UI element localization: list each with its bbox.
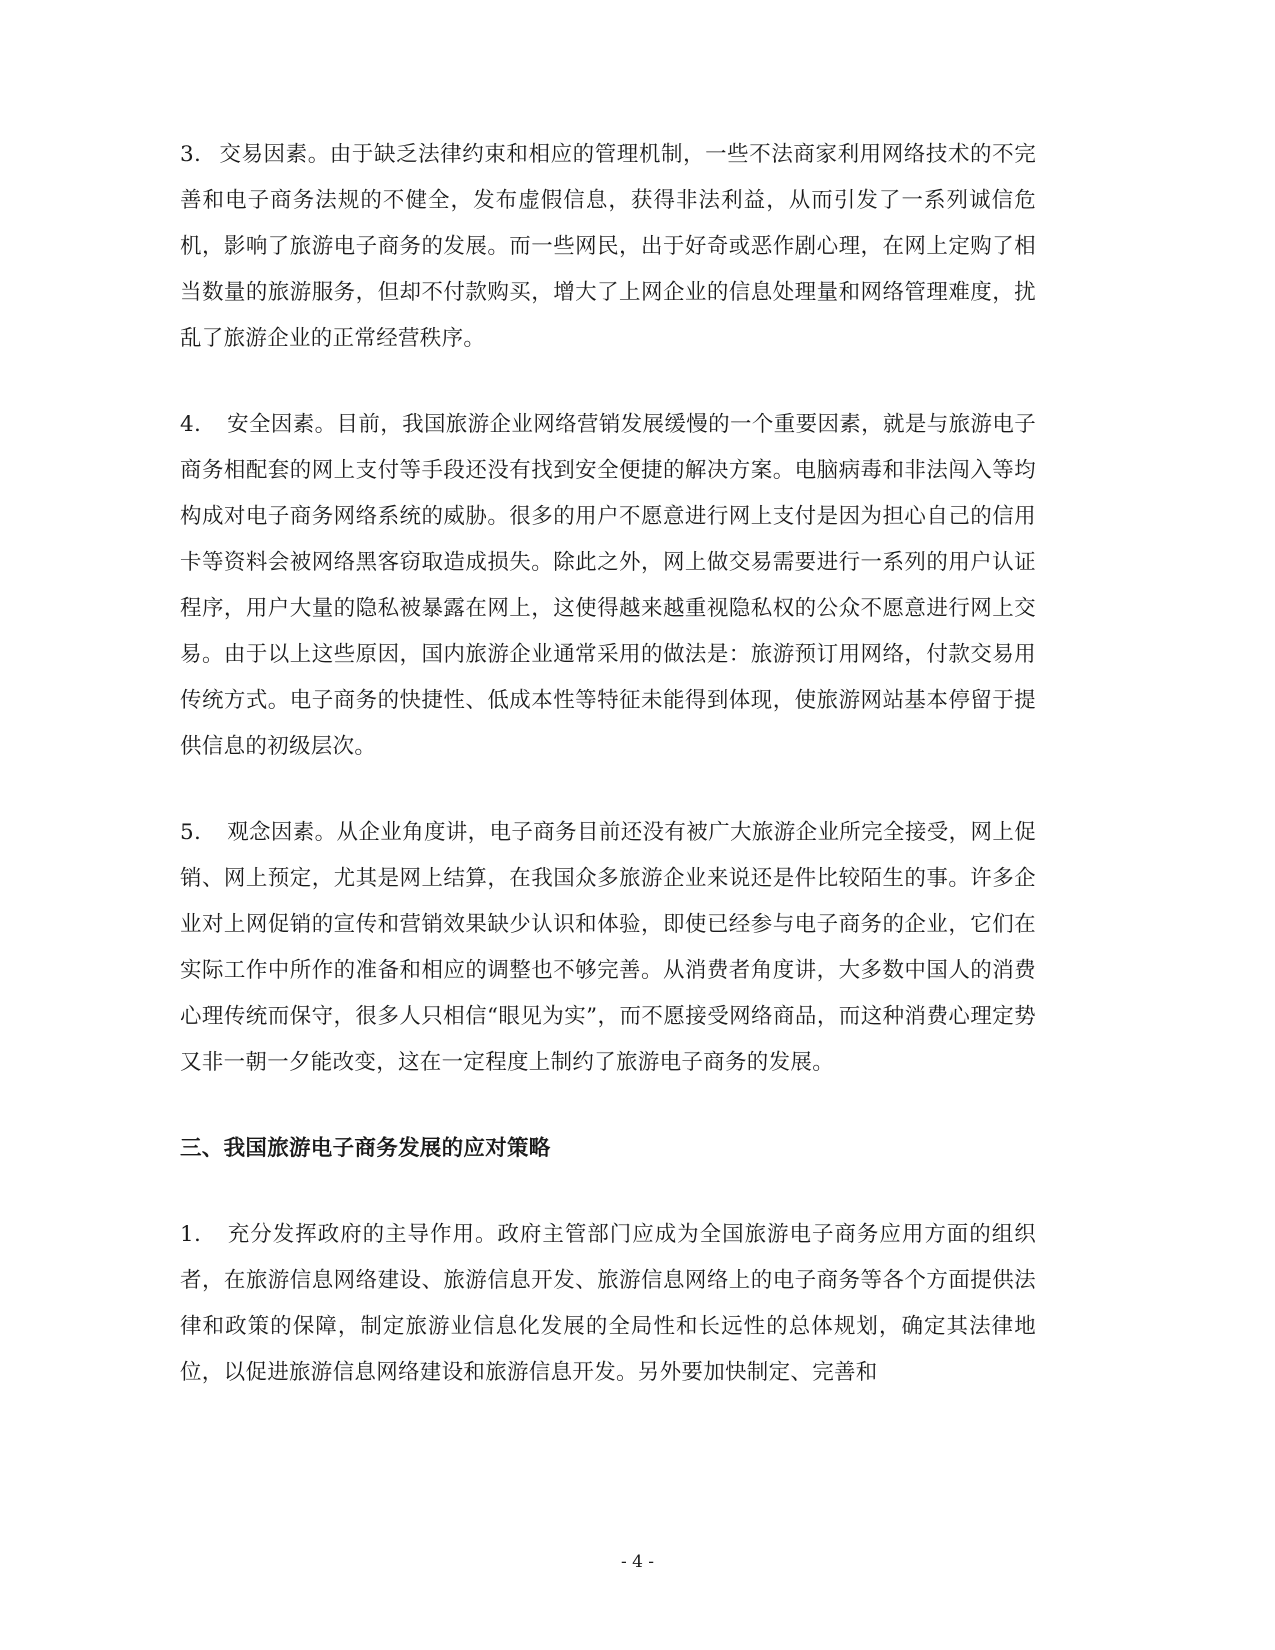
paragraph-government-role bbox=[180, 1212, 1036, 1396]
paragraph-number: 5. bbox=[180, 820, 202, 845]
paragraph-text: 观念因素。从企业角度讲，电子商务目前还没有被广大旅游企业所完全接受，网上促销、网上预定，尤其是网上结算，在我国众多旅游企业来说还是件比较陌生的事。许多企业对上网促销的宣传和营销效果缺少认识和体验，即使已经参与电子商务的企业，它们在实际工作中所作的准备和相应的调整也不够完善。从消费者角度讲，大多数中国人的消费心理传统而保守，很多人只相信“眼见为实”，而不愿接受网络商品，而这种消费心理定势又非一朝一夕能改变，这在一定程度上制约了旅游电子商务的发展。 bbox=[180, 820, 1036, 1075]
paragraph-concept-factor bbox=[180, 810, 1036, 1086]
section-heading: 三、我国旅游电子商务发展的应对策略 bbox=[180, 1136, 551, 1161]
paragraph-number: 4. bbox=[180, 412, 202, 437]
paragraph-security-factor bbox=[180, 402, 1036, 770]
paragraph-number: 3. bbox=[180, 142, 202, 167]
page-number: - 4 - bbox=[620, 1552, 655, 1572]
paragraph-text: 充分发挥政府的主导作用。政府主管部门应成为全国旅游电子商务应用方面的组织者，在旅游信息网络建设、旅游信息开发、旅游信息网络上的电子商务等各个方面提供法律和政策的保障，制定旅游业信息化发展的全局性和长远性的总体规划，确定其法律地位，以促进旅游信息网络建设和旅游信息开发。另外要加快制定、完善和 bbox=[180, 1222, 1036, 1385]
paragraph-text: 交易因素。由于缺乏法律约束和相应的管理机制，一些不法商家利用网络技术的不完善和电子商务法规的不健全，发布虚假信息，获得非法利益，从而引发了一系列诚信危机，影响了旅游电子商务的发展。而一些网民，出于好奇或恶作剧心理，在网上定购了相当数量的旅游服务，但却不付款购买，增大了上网企业的信息处理量和网络管理难度，扰乱了旅游企业的正常经营秩序。 bbox=[180, 142, 1036, 351]
paragraph-text: 安全因素。目前，我国旅游企业网络营销发展缓慢的一个重要因素，就是与旅游电子商务相配套的网上支付等手段还没有找到安全便捷的解决方案。电脑病毒和非法闯入等均构成对电子商务网络系统的威胁。很多的用户不愿意进行网上支付是因为担心自己的信用卡等资料会被网络黑客窃取造成损失。除此之外，网上做交易需要进行一系列的用户认证程序，用户大量的隐私被暴露在网上，这使得越来越重视隐私权的公众不愿意进行网上交易。由于以上这些原因，国内旅游企业通常采用的做法是：旅游预订用网络，付款交易用传统方式。电子商务的快捷性、低成本性等特征未能得到体现，使旅游网站基本停留于提供信息的初级层次。 bbox=[180, 412, 1036, 759]
page-content bbox=[180, 132, 1036, 1436]
paragraph-number: 1. bbox=[180, 1222, 202, 1247]
paragraph-transaction-factor bbox=[180, 132, 1036, 362]
